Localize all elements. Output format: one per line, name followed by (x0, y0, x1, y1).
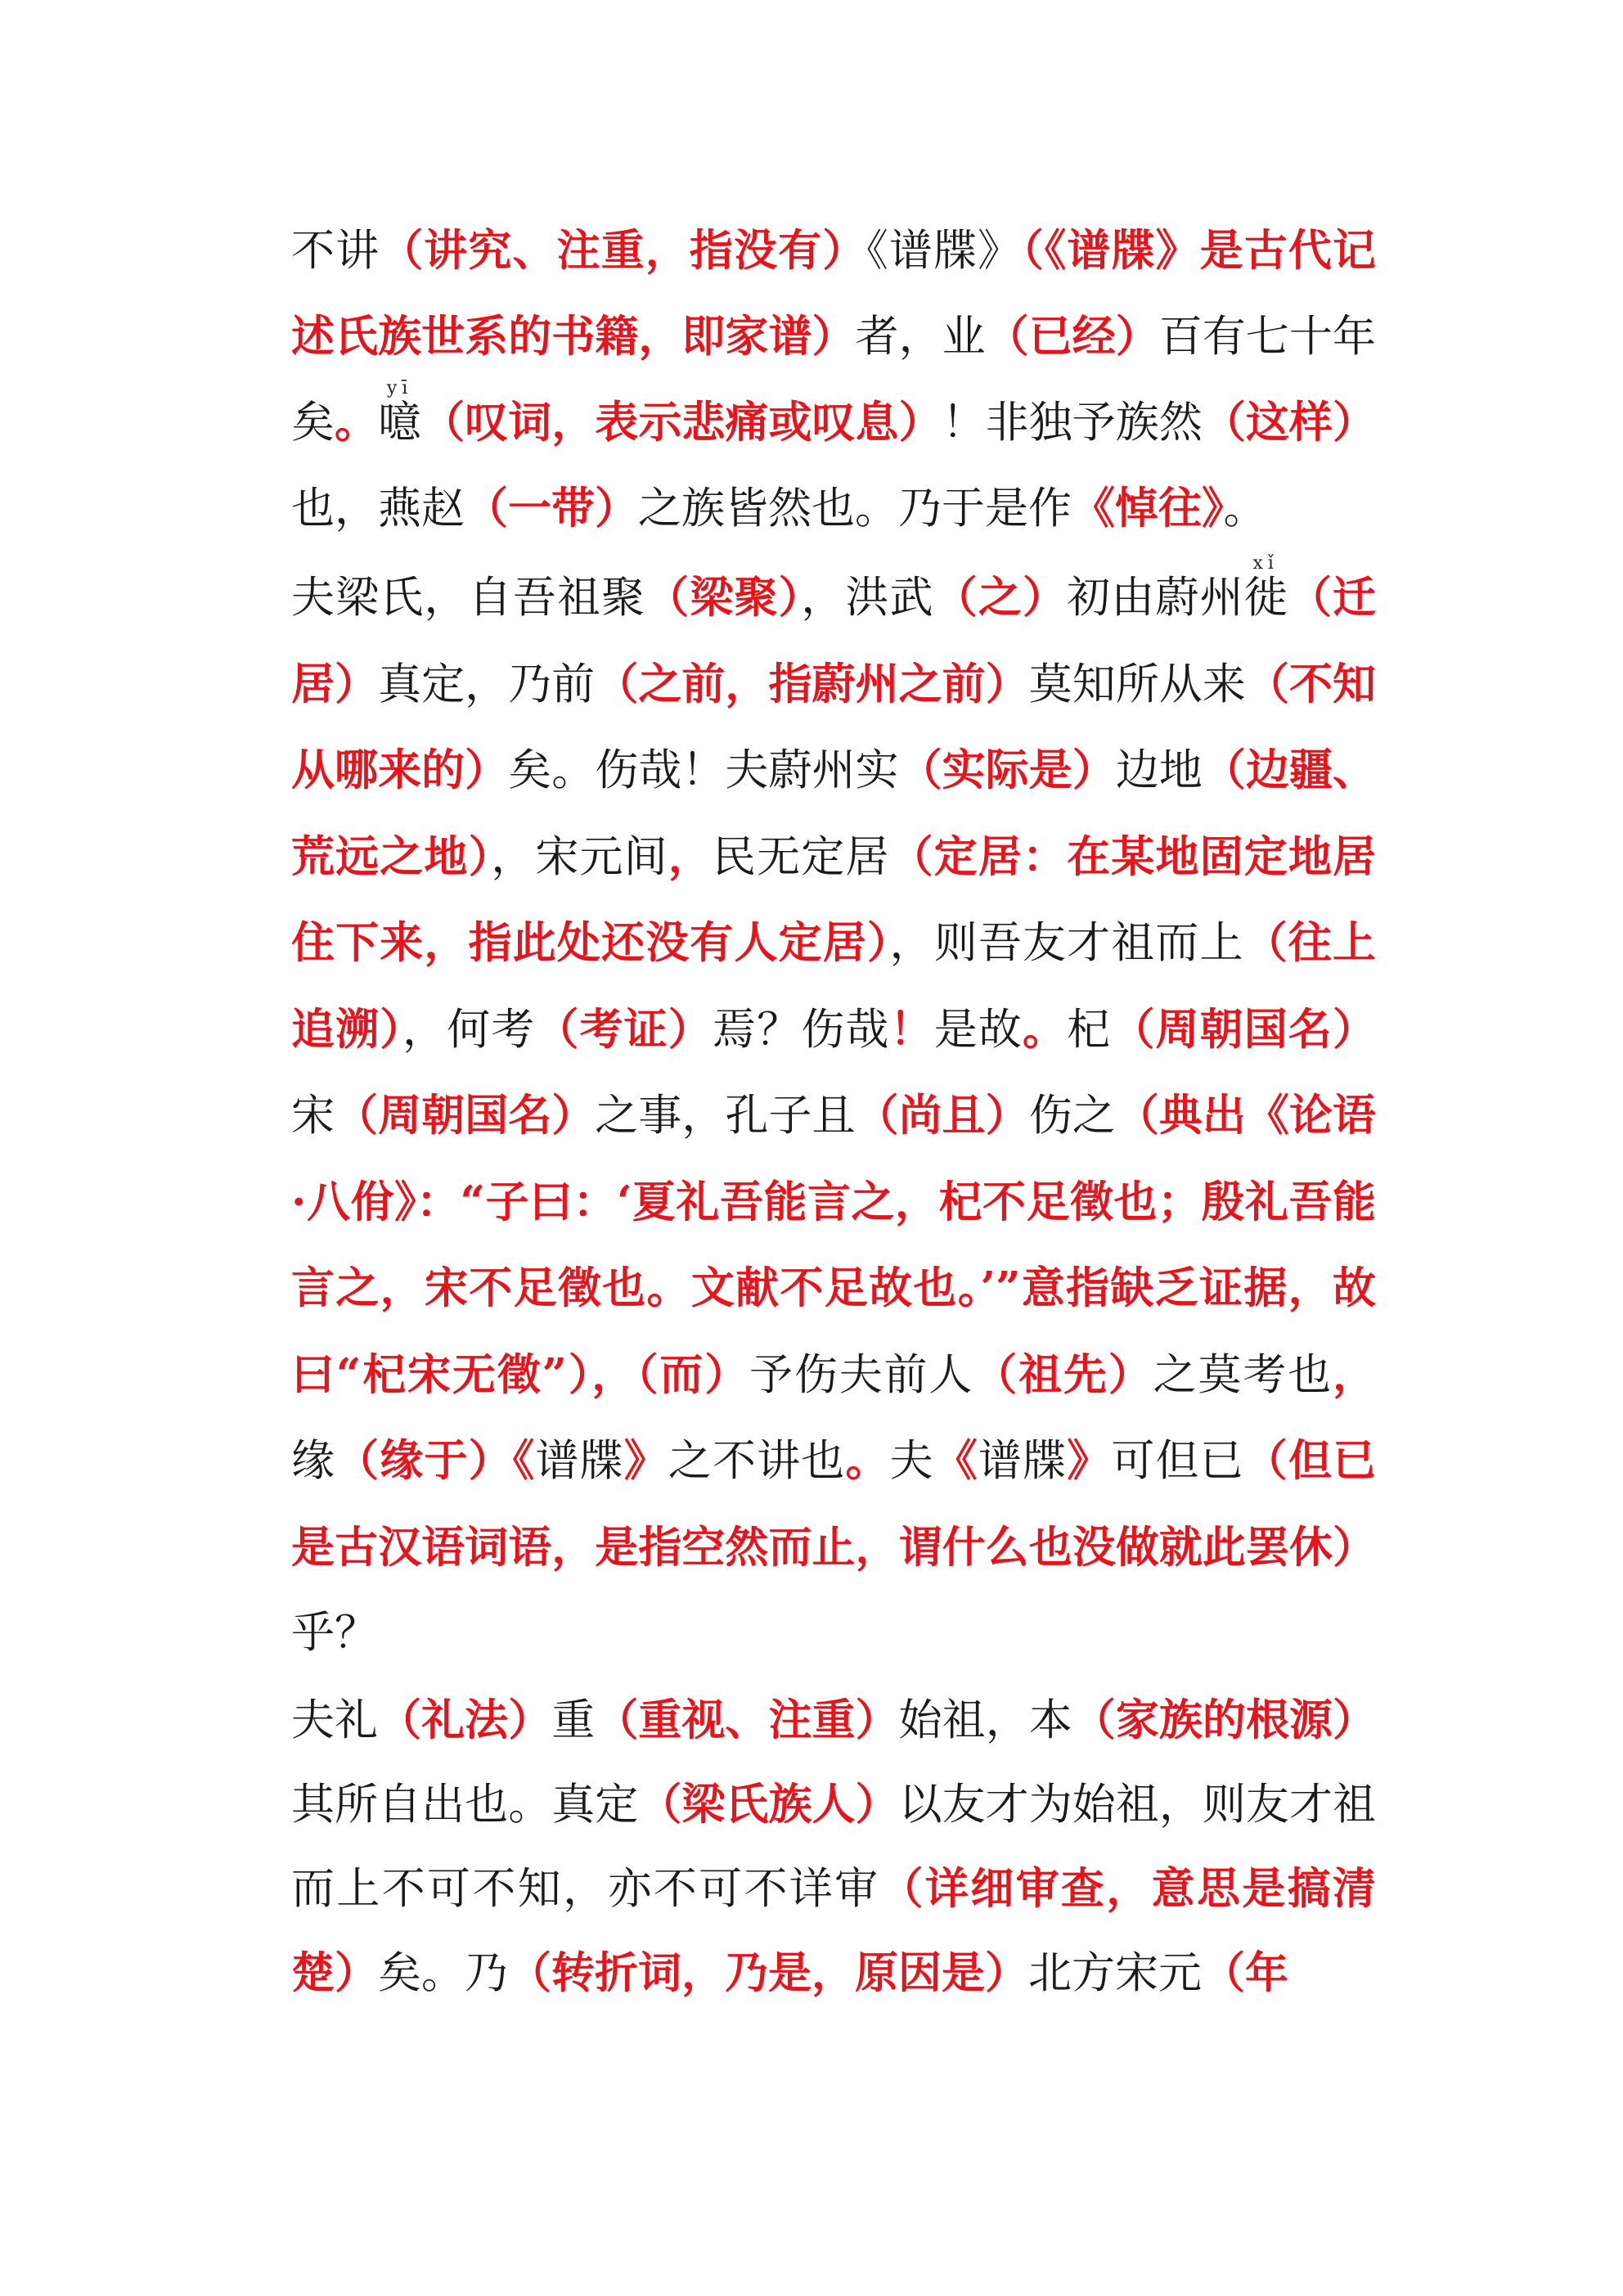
original-text: 夫梁氏，自吾祖聚 (291, 573, 646, 623)
annotation-text: 。 (1023, 1003, 1068, 1055)
annotation-text: （周朝国名） (1111, 1003, 1377, 1055)
annotation-text: （典出《论语·八佾》：“子曰：‘夏礼吾能言之，杞不足徵也；殷礼吾能言之，宋不足徵也。文献不足故也。’”意指缺乏证据，故曰“杞宋无徵”），（而） (291, 1090, 1377, 1400)
original-text: 初由蔚州 (1067, 573, 1244, 623)
annotation-text: （年 (1202, 1947, 1288, 1998)
original-text: 矣。乃 (378, 1947, 508, 1998)
original-text: 谱牒 (535, 1436, 624, 1486)
original-text: 焉？伤哉 (712, 1004, 890, 1055)
original-text: 者，业 (855, 312, 986, 362)
original-text: 杞 (1067, 1004, 1112, 1055)
original-text: 。 (1223, 484, 1267, 533)
annotation-text: ！ (889, 1003, 934, 1055)
annotated-char: 噫 (378, 398, 422, 448)
original-text: 矣。伤哉！夫蔚州实 (508, 745, 899, 795)
annotation-text: （家族的根源） (1072, 1694, 1377, 1745)
annotation-text: （《谱牒》是古代记述氏族世系的书籍，即家谱） (291, 225, 1377, 362)
original-text: 百有七十年矣 (291, 312, 1377, 448)
document-page (291, 208, 1376, 2015)
original-text: 夫礼 (291, 1695, 379, 1745)
original-text: 宋 (291, 1091, 335, 1141)
annotation-text: （梁聚） (645, 572, 802, 623)
original-text: 之族皆然也。乃于是作 (638, 484, 1072, 533)
original-text: 真定，乃前 (378, 659, 596, 709)
annotation-text: 。 (335, 397, 379, 448)
annotation-text: （但已是古汉语词语，是指空然而止，谓什么也没做就此罢休） (291, 1435, 1377, 1573)
annotation-text: （详细审查，意思是搞清楚） (291, 1862, 1377, 1998)
annotation-text: （一带） (465, 483, 638, 533)
annotation-text: （迁居） (291, 572, 1377, 709)
annotation-text: （讲究、注重，指没有） (380, 225, 867, 276)
annotation-text: （实际是） (898, 745, 1116, 795)
annotated-char: 徙 (1243, 573, 1288, 623)
original-text: 是故 (933, 1004, 1023, 1055)
original-text: 始祖，本 (898, 1695, 1072, 1745)
annotation-text: 。 (845, 1435, 890, 1486)
annotation-text: （尚且） (855, 1090, 1029, 1141)
annotated-character (378, 378, 422, 448)
paragraph (291, 208, 1376, 551)
original-text: 缘 (291, 1436, 336, 1486)
annotation-text: （梁氏族人） (638, 1778, 899, 1830)
original-text: 民无定居 (712, 831, 890, 882)
annotation-text: 》 (623, 1435, 668, 1486)
original-text: 北方宋元 (1028, 1947, 1202, 1998)
annotation-text: （缘于）《 (335, 1435, 536, 1486)
original-text: 可但已 (1111, 1436, 1244, 1486)
annotation-text: （周朝国名） (335, 1090, 596, 1141)
pinyin-reading: yī (378, 378, 422, 398)
original-text: 之莫考也 (1153, 1349, 1333, 1400)
annotation-text: （定居：在某地固定地居住下来，指此处还没有人定居） (291, 831, 1377, 968)
annotation-text: 》 (1067, 1435, 1112, 1486)
original-text: 夫 (889, 1436, 934, 1486)
original-text: 予伤夫前人 (749, 1349, 974, 1400)
original-text: ，则吾友才祖而上 (889, 918, 1244, 968)
original-text: 莫知所从来 (1028, 659, 1246, 709)
original-text: 伤之 (1028, 1091, 1116, 1141)
original-text: 之不讲也 (668, 1436, 846, 1486)
pinyin-reading: xǐ (1243, 553, 1288, 574)
annotation-text: （之） (933, 572, 1068, 623)
annotation-text: （这样） (1202, 397, 1377, 448)
original-text: 谱牒 (978, 1436, 1068, 1486)
original-text: ，洪武 (801, 573, 934, 623)
original-text: 以友才为始祖，则友才祖而上不可不知，亦不可不详审 (291, 1779, 1377, 1914)
annotation-text: ， (1333, 1348, 1377, 1400)
annotation-text: （考证） (535, 1003, 713, 1055)
original-text: ，宋元间 (491, 831, 668, 882)
original-text: ，何考 (402, 1004, 536, 1055)
annotation-text: 《 (933, 1435, 978, 1486)
original-text: 不讲 (291, 226, 380, 276)
annotation-text: （重视、注重） (595, 1694, 899, 1745)
annotation-text: （祖先） (973, 1348, 1153, 1400)
annotation-text: ， (668, 831, 713, 882)
original-text: ！非独予族然 (942, 398, 1203, 448)
original-text: 《谱牒》 (866, 226, 1023, 276)
annotation-text: 《悼往》 (1072, 483, 1224, 533)
original-text: 边地 (1115, 745, 1203, 795)
original-text: 也，燕赵 (291, 484, 465, 533)
annotated-character (1243, 553, 1288, 623)
original-text: 其所自出也。真定 (291, 1779, 639, 1830)
annotation-text: （往上追溯） (291, 917, 1377, 1055)
paragraph (291, 555, 1376, 1677)
annotation-text: （叹词，表示悲痛或叹息） (421, 397, 942, 448)
original-text: 之事，孔子且 (595, 1091, 856, 1141)
original-text: 重 (551, 1695, 596, 1745)
original-text: 乎？ (291, 1608, 378, 1658)
annotation-text: （转折词，乃是，原因是） (508, 1947, 1028, 1998)
paragraph (291, 1678, 1376, 2015)
annotation-text: （已经） (985, 311, 1159, 362)
annotation-text: （不知从哪来的） (291, 658, 1377, 795)
annotation-text: （之前，指蔚州之前） (595, 658, 1029, 709)
annotation-text: （礼法） (378, 1694, 552, 1745)
annotation-text: （边疆、荒远之地） (291, 745, 1377, 882)
